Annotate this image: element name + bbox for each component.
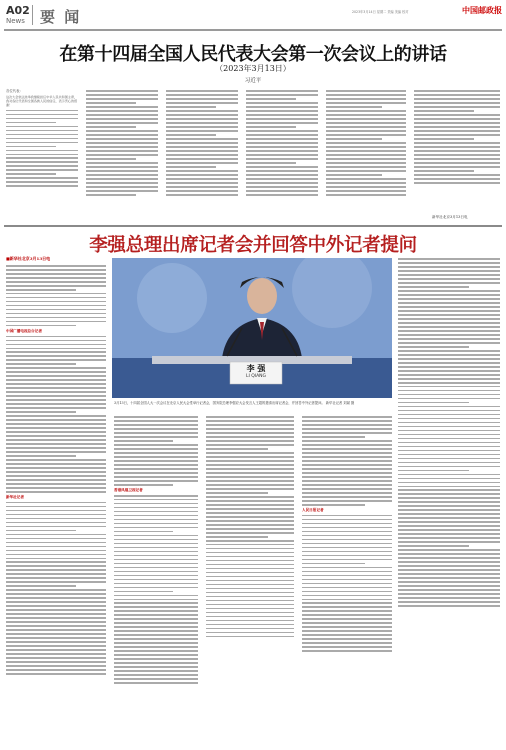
speech-column-1 (6, 88, 78, 216)
premier-column-3 (206, 414, 294, 744)
section-cn: 要 闻 (40, 8, 82, 26)
premier-headline: 李强总理出席记者会并回答中外记者提问 (89, 235, 417, 256)
masthead-small-info: 2023年3月14日 星期二 责编 美编 校对 (352, 10, 409, 14)
paper-name: 中国邮政报 (462, 5, 502, 15)
premier-column-4 (302, 414, 392, 744)
speech-credit: 新华社北京3月13日电 (432, 215, 468, 219)
photo-caption: 3月13日，十四届全国人大一次会议在北京人民大会堂举行记者会，国务院总理李强应大会发言人王超的邀请出席记者会，并回答中外记者提问。 新华社记者 刘斌 摄 (114, 401, 355, 405)
speech-date: （2023年3月13日） (215, 64, 291, 73)
section-en: News (6, 17, 25, 25)
premier-column-5 (398, 256, 500, 744)
nameplate-cn: 李 强 (246, 363, 266, 373)
premier-column-2 (114, 414, 198, 744)
speech-opening: 各位代表： (6, 89, 23, 93)
premier-subhead-4: 人民日报记者 (302, 508, 324, 513)
article-divider (4, 225, 502, 227)
speech-headline: 在第十四届全国人民代表大会第一次会议上的讲话 (59, 44, 447, 65)
speech-column-4 (246, 88, 318, 216)
page-code: A02 (6, 4, 30, 17)
speech-column-6 (414, 88, 500, 212)
speech-first-para: 这次大会依法选举我继续担任中华人民共和国主席，我对各位代表和全国各族人民的信任，表示衷心的感谢！ (6, 95, 78, 108)
premier-subhead-3: 香港凤凰卫视记者 (114, 488, 143, 493)
premier-column-1 (6, 256, 106, 744)
speech-column-2 (86, 88, 158, 216)
premier-subhead-2: 新华社记者 (6, 494, 24, 499)
premier-photo (112, 258, 392, 398)
section-divider (32, 5, 33, 25)
speech-column-5 (326, 88, 406, 216)
premier-subhead-1: 中国广播电视总台记者 (6, 328, 42, 333)
premier-dateline: ■新华社北京3月13日电 (6, 256, 51, 261)
nameplate-en: LI QIANG (245, 374, 267, 379)
speech-column-3 (166, 88, 238, 216)
speech-author: 习近平 (244, 78, 262, 84)
masthead-rule (4, 29, 502, 31)
